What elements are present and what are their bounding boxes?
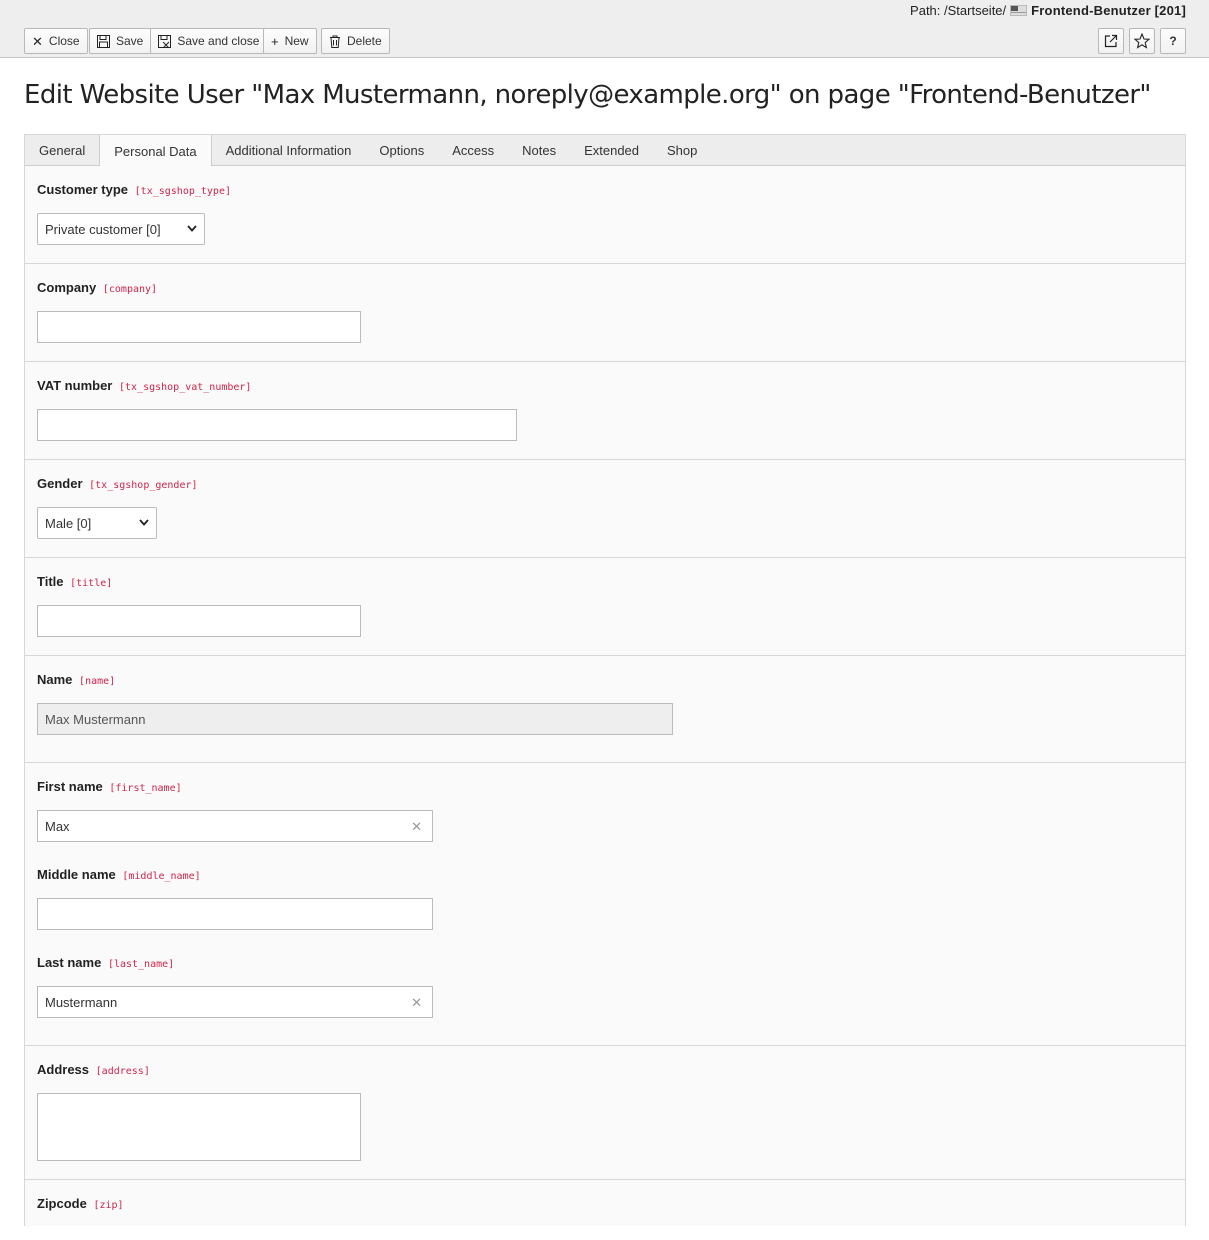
gender-section bbox=[25, 460, 1185, 558]
page-title: Edit Website User "Max Mustermann, noreply@example.org" on page "Frontend-Benutzer" bbox=[24, 80, 1151, 110]
address-textarea[interactable] bbox=[37, 1093, 361, 1161]
zipcode-label-text: Zipcode bbox=[37, 1196, 87, 1211]
star-icon bbox=[1134, 33, 1150, 49]
company-field-name: [company] bbox=[102, 284, 158, 295]
last-name-label bbox=[37, 955, 174, 970]
address-label bbox=[37, 1062, 150, 1077]
customer-type-label-text: Customer type bbox=[37, 182, 129, 197]
address-label-text: Address bbox=[37, 1062, 90, 1077]
title-label bbox=[37, 574, 112, 589]
last-name-label-text: Last name bbox=[37, 955, 102, 970]
middle-name-label bbox=[37, 867, 201, 882]
name-section bbox=[25, 656, 1185, 763]
first-name-input[interactable] bbox=[37, 810, 433, 842]
external-link-icon bbox=[1104, 34, 1118, 48]
tab-options[interactable]: Options bbox=[379, 143, 425, 158]
delete-label: Delete bbox=[347, 34, 382, 48]
docheader bbox=[0, 0, 1209, 58]
customer-type-section bbox=[25, 166, 1185, 264]
tab-bar bbox=[24, 134, 1186, 166]
page-flag-icon bbox=[1010, 5, 1027, 16]
save-label: Save bbox=[116, 34, 144, 48]
company-label-text: Company bbox=[37, 280, 97, 295]
clear-icon[interactable]: ✕ bbox=[411, 995, 422, 1010]
customer-type-select[interactable] bbox=[37, 213, 205, 245]
company-section bbox=[25, 264, 1185, 362]
tab-additional-information[interactable]: Additional Information bbox=[225, 143, 352, 158]
first-name-value: Max bbox=[45, 818, 70, 834]
name-field-name: [name] bbox=[79, 676, 116, 687]
breadcrumb bbox=[910, 3, 1186, 18]
new-label: New bbox=[284, 34, 309, 48]
save-close-icon bbox=[158, 35, 171, 48]
name-label bbox=[37, 672, 115, 687]
tab-personal-data[interactable]: Personal Data bbox=[99, 135, 211, 167]
name-parts-section bbox=[25, 763, 1185, 1046]
last-name-input[interactable] bbox=[37, 986, 433, 1018]
close-button[interactable] bbox=[24, 28, 88, 54]
name-input: Max Mustermann bbox=[37, 703, 673, 735]
path-label: Path: /Startseite/ bbox=[910, 3, 1007, 18]
path-page-name[interactable]: Frontend-Benutzer [201] bbox=[1031, 3, 1186, 18]
title-field-name: [title] bbox=[70, 578, 113, 589]
title-label-text: Title bbox=[37, 574, 64, 589]
new-button[interactable] bbox=[263, 28, 317, 54]
middle-name-input[interactable] bbox=[37, 898, 433, 930]
close-icon: ✕ bbox=[32, 33, 43, 49]
chevron-down-icon bbox=[139, 517, 149, 529]
zipcode-label bbox=[37, 1196, 124, 1211]
tab-general[interactable]: General bbox=[39, 143, 86, 158]
vat-number-section bbox=[25, 362, 1185, 460]
first-name-field-name: [first_name] bbox=[109, 783, 182, 794]
help-icon: ? bbox=[1169, 34, 1177, 48]
address-field-name: [address] bbox=[95, 1066, 150, 1077]
gender-label bbox=[37, 476, 198, 491]
last-name-value: Mustermann bbox=[45, 994, 118, 1010]
vat-number-label-text: VAT number bbox=[37, 378, 113, 393]
gender-label-text: Gender bbox=[37, 476, 83, 491]
zipcode-field-name: [zip] bbox=[93, 1200, 124, 1211]
open-in-new-window-button[interactable] bbox=[1098, 28, 1124, 54]
customer-type-value: Private customer [0] bbox=[45, 221, 161, 237]
gender-field-name: [tx_sgshop_gender] bbox=[89, 480, 198, 491]
plus-icon: + bbox=[271, 33, 279, 49]
company-input[interactable] bbox=[37, 311, 361, 343]
middle-name-field-name: [middle_name] bbox=[122, 871, 201, 882]
tab-access[interactable]: Access bbox=[452, 143, 495, 158]
gender-value: Male [0] bbox=[45, 515, 92, 531]
last-name-field-name: [last_name] bbox=[107, 959, 175, 970]
middle-name-label-text: Middle name bbox=[37, 867, 116, 882]
vat-number-input[interactable] bbox=[37, 409, 517, 441]
title-section bbox=[25, 558, 1185, 656]
gender-select[interactable] bbox=[37, 507, 157, 539]
save-and-close-button[interactable] bbox=[151, 28, 267, 54]
address-section bbox=[25, 1046, 1185, 1180]
first-name-label bbox=[37, 779, 182, 794]
title-input[interactable] bbox=[37, 605, 361, 637]
floppy-disk-icon bbox=[97, 35, 110, 48]
form-panel bbox=[24, 166, 1186, 1226]
clear-icon[interactable]: ✕ bbox=[411, 819, 422, 834]
bookmark-button[interactable] bbox=[1129, 28, 1155, 54]
name-label-text: Name bbox=[37, 672, 73, 687]
zipcode-section bbox=[25, 1180, 1185, 1240]
vat-number-field-name: [tx_sgshop_vat_number] bbox=[118, 382, 252, 393]
help-button[interactable] bbox=[1160, 28, 1186, 54]
close-label: Close bbox=[48, 34, 80, 48]
save-button[interactable] bbox=[89, 28, 151, 54]
chevron-down-icon bbox=[187, 223, 197, 235]
tab-notes[interactable]: Notes bbox=[522, 143, 557, 158]
save-close-label: Save and close bbox=[177, 34, 260, 48]
trash-icon bbox=[329, 35, 341, 48]
vat-number-label bbox=[37, 378, 251, 393]
first-name-label-text: First name bbox=[37, 779, 103, 794]
customer-type-label bbox=[37, 182, 231, 197]
customer-type-field-name: [tx_sgshop_type] bbox=[134, 186, 231, 197]
save-button-group bbox=[89, 28, 267, 54]
company-label bbox=[37, 280, 157, 295]
tab-shop[interactable]: Shop bbox=[667, 143, 698, 158]
delete-button[interactable] bbox=[321, 28, 390, 54]
tab-extended[interactable]: Extended bbox=[584, 143, 640, 158]
